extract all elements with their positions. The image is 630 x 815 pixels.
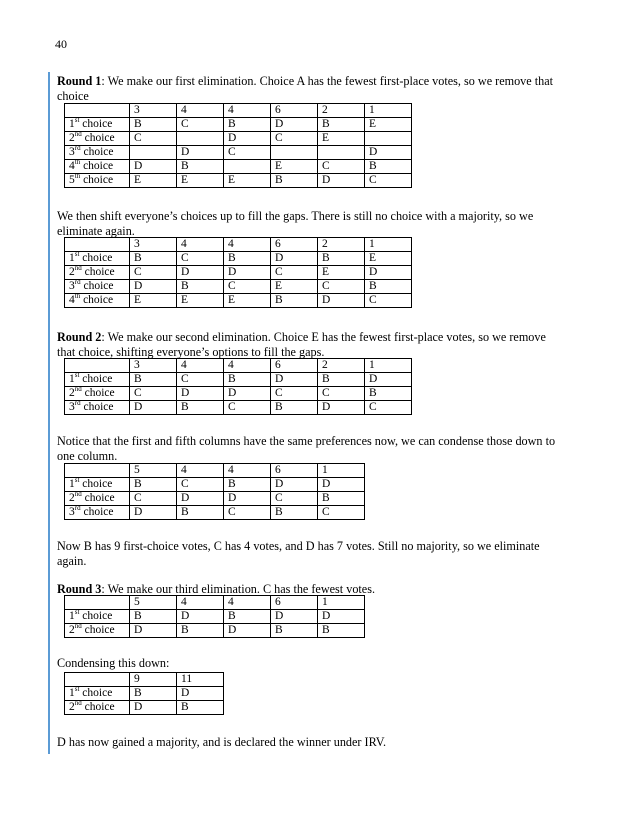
candidate-cell: D — [271, 373, 318, 387]
voter-count-cell: 4 — [177, 238, 224, 252]
candidate-cell: C — [318, 506, 365, 520]
candidate-cell: D — [177, 387, 224, 401]
rank-word: choice — [79, 252, 113, 264]
choice-rank-label — [65, 174, 130, 188]
choice-row — [65, 174, 412, 188]
rank-word: choice — [80, 160, 114, 172]
choice-row — [65, 252, 412, 266]
candidate-cell: D — [177, 687, 224, 701]
round-1-label: Round 1 — [57, 74, 102, 88]
page-number: 40 — [55, 37, 67, 51]
candidate-cell: B — [318, 492, 365, 506]
choice-row — [65, 373, 412, 387]
candidate-cell: D — [130, 280, 177, 294]
candidate-cell: D — [177, 146, 224, 160]
round-3-table — [64, 595, 365, 638]
rank-word: choice — [81, 492, 115, 504]
rank-number: 2 — [69, 701, 75, 713]
candidate-cell: B — [318, 118, 365, 132]
condensing-paragraph: Condensing this down: — [57, 656, 170, 670]
candidate-cell: B — [177, 160, 224, 174]
round-1-table — [64, 103, 412, 188]
voter-count-cell: 4 — [177, 596, 224, 610]
rank-suffix: st — [74, 685, 80, 694]
choice-row — [65, 401, 412, 415]
candidate-cell: C — [271, 387, 318, 401]
candidate-cell: E — [318, 132, 365, 146]
candidate-cell: B — [224, 373, 271, 387]
voter-count-cell: 1 — [365, 359, 412, 373]
candidate-cell: C — [318, 387, 365, 401]
candidate-cell: D — [224, 266, 271, 280]
candidate-cell: E — [224, 294, 271, 308]
candidate-cell: C — [224, 506, 271, 520]
voter-count-cell: 6 — [271, 104, 318, 118]
candidate-cell: E — [224, 174, 271, 188]
header-row — [65, 596, 365, 610]
voter-count-cell: 4 — [177, 359, 224, 373]
rank-number: 5 — [69, 174, 75, 186]
tally-paragraph: Now B has 9 first-choice votes, C has 4 votes, and D has 7 votes. Still no majority, so we eliminate again. — [57, 539, 540, 568]
candidate-cell: B — [130, 373, 177, 387]
voter-count-cell: 5 — [130, 464, 177, 478]
choice-row — [65, 280, 412, 294]
rank-number: 4 — [69, 294, 75, 306]
rank-word: choice — [80, 174, 114, 186]
voter-count-cell: 1 — [365, 238, 412, 252]
voter-count-cell: 4 — [224, 359, 271, 373]
candidate-cell: D — [130, 624, 177, 638]
candidate-cell: B — [224, 610, 271, 624]
round-1-text: : We make our first elimination. Choice A has the fewest first-place votes, so we remove that choice — [57, 74, 554, 103]
rank-number: 4 — [69, 160, 75, 172]
candidate-cell: B — [177, 624, 224, 638]
rank-number: 1 — [69, 478, 75, 490]
candidate-cell: D — [318, 401, 365, 415]
candidate-cell: D — [177, 266, 224, 280]
candidate-cell: C — [224, 280, 271, 294]
header-row — [65, 673, 224, 687]
header-row — [65, 238, 412, 252]
candidate-cell: B — [224, 118, 271, 132]
candidate-cell: C — [177, 478, 224, 492]
rank-suffix: th — [74, 158, 81, 167]
candidate-cell: D — [224, 132, 271, 146]
candidate-cell: C — [130, 132, 177, 146]
candidate-cell: B — [130, 252, 177, 266]
candidate-cell: B — [318, 252, 365, 266]
rank-suffix: rd — [74, 504, 81, 513]
rank-number: 1 — [69, 610, 75, 622]
candidate-cell: B — [271, 624, 318, 638]
rank-suffix: st — [74, 608, 80, 617]
candidate-cell: D — [271, 478, 318, 492]
candidate-cell — [130, 146, 177, 160]
header-row — [65, 104, 412, 118]
candidate-cell: D — [177, 492, 224, 506]
voter-count-cell: 1 — [318, 596, 365, 610]
candidate-cell: B — [318, 624, 365, 638]
rank-suffix: nd — [74, 264, 82, 273]
candidate-cell: E — [318, 266, 365, 280]
choice-row — [65, 478, 365, 492]
voter-count-cell: 4 — [177, 104, 224, 118]
final-table — [64, 672, 224, 715]
rank-suffix: st — [74, 476, 80, 485]
round-2-paragraph — [57, 330, 557, 360]
candidate-cell: E — [271, 160, 318, 174]
candidate-cell: D — [130, 401, 177, 415]
conclusion-paragraph: D has now gained a majority, and is declared the winner under IRV. — [57, 735, 387, 749]
voter-count-cell: 6 — [271, 596, 318, 610]
candidate-cell: B — [177, 701, 224, 715]
candidate-cell: B — [177, 401, 224, 415]
rank-suffix: th — [74, 172, 81, 181]
voter-count-cell: 4 — [224, 104, 271, 118]
rank-suffix: nd — [74, 699, 82, 708]
candidate-cell: B — [365, 160, 412, 174]
condense-paragraph: Notice that the first and fifth columns have the same preferences now, we can condense those down to one column. — [57, 434, 556, 463]
rank-word: choice — [79, 610, 113, 622]
rank-word: choice — [79, 373, 113, 385]
rank-word: choice — [79, 118, 113, 130]
candidate-cell: C — [130, 387, 177, 401]
choice-row — [65, 146, 412, 160]
rank-number: 2 — [69, 387, 75, 399]
round-2-text: : We make our second elimination. Choice E has the fewest first-place votes, so we remove that choice, shifting everyone’s options to fill the gaps. — [57, 330, 546, 359]
candidate-cell: B — [271, 506, 318, 520]
round-3-label: Round 3 — [57, 582, 102, 596]
candidate-cell: D — [130, 701, 177, 715]
rank-word: choice — [81, 624, 115, 636]
candidate-cell: E — [177, 294, 224, 308]
round-2-table — [64, 358, 412, 415]
candidate-cell — [271, 146, 318, 160]
choice-rank-label — [65, 624, 130, 638]
rank-suffix: nd — [74, 622, 82, 631]
rank-number: 1 — [69, 118, 75, 130]
candidate-cell: D — [224, 387, 271, 401]
candidate-cell: E — [365, 252, 412, 266]
choice-rank-label — [65, 701, 130, 715]
voter-count-cell: 4 — [224, 464, 271, 478]
choice-row — [65, 492, 365, 506]
choice-row — [65, 387, 412, 401]
candidate-cell — [177, 132, 224, 146]
candidate-cell: E — [130, 174, 177, 188]
candidate-cell: B — [130, 687, 177, 701]
candidate-cell: C — [318, 160, 365, 174]
voter-count-cell: 4 — [224, 596, 271, 610]
voter-count-cell: 4 — [224, 238, 271, 252]
choice-row — [65, 624, 365, 638]
rank-word: choice — [80, 146, 114, 158]
voter-count-cell: 5 — [130, 596, 177, 610]
rank-suffix: rd — [74, 278, 81, 287]
choice-row — [65, 610, 365, 624]
candidate-cell: C — [271, 492, 318, 506]
rank-number: 3 — [69, 506, 75, 518]
voter-count-cell: 2 — [318, 359, 365, 373]
choice-row — [65, 294, 412, 308]
candidate-cell: D — [177, 610, 224, 624]
rank-number: 2 — [69, 132, 75, 144]
choice-rank-label — [65, 401, 130, 415]
candidate-cell: D — [318, 478, 365, 492]
candidate-cell: C — [177, 118, 224, 132]
voter-count-cell: 3 — [130, 359, 177, 373]
candidate-cell: D — [271, 610, 318, 624]
choice-rank-label — [65, 294, 130, 308]
rank-word: choice — [81, 701, 115, 713]
rank-number: 2 — [69, 266, 75, 278]
round-1-paragraph — [57, 74, 557, 104]
choice-row — [65, 701, 224, 715]
rank-word: choice — [79, 687, 113, 699]
candidate-cell: B — [224, 478, 271, 492]
voter-count-cell: 3 — [130, 104, 177, 118]
rank-suffix: st — [74, 250, 80, 259]
candidate-cell: D — [318, 610, 365, 624]
choice-row — [65, 687, 224, 701]
candidate-cell: C — [130, 492, 177, 506]
rank-suffix: nd — [74, 490, 82, 499]
rank-word: choice — [81, 132, 115, 144]
candidate-cell: D — [318, 174, 365, 188]
choice-row — [65, 266, 412, 280]
shifted-table — [64, 237, 412, 308]
rank-number: 1 — [69, 373, 75, 385]
candidate-cell: B — [130, 610, 177, 624]
voter-count-cell: 9 — [130, 673, 177, 687]
rank-suffix: th — [74, 292, 81, 301]
candidate-cell: C — [271, 132, 318, 146]
candidate-cell: B — [224, 252, 271, 266]
voter-count-cell: 1 — [365, 104, 412, 118]
candidate-cell — [318, 146, 365, 160]
candidate-cell: B — [177, 280, 224, 294]
candidate-cell: D — [130, 506, 177, 520]
condensed-table — [64, 463, 365, 520]
candidate-cell: B — [365, 280, 412, 294]
voter-count-cell: 6 — [271, 464, 318, 478]
candidate-cell: B — [271, 294, 318, 308]
rank-number: 2 — [69, 492, 75, 504]
rank-suffix: st — [74, 371, 80, 380]
rank-suffix: nd — [74, 130, 82, 139]
rank-number: 2 — [69, 624, 75, 636]
candidate-cell: E — [130, 294, 177, 308]
header-row — [65, 359, 412, 373]
candidate-cell: D — [271, 252, 318, 266]
candidate-cell: D — [130, 160, 177, 174]
candidate-cell: D — [365, 266, 412, 280]
candidate-cell: C — [130, 266, 177, 280]
rank-word: choice — [80, 294, 114, 306]
candidate-cell — [224, 160, 271, 174]
rank-word: choice — [81, 387, 115, 399]
candidate-cell: D — [318, 294, 365, 308]
candidate-cell: D — [224, 492, 271, 506]
candidate-cell: C — [224, 146, 271, 160]
candidate-cell: D — [271, 118, 318, 132]
candidate-cell: C — [177, 252, 224, 266]
candidate-cell: D — [365, 373, 412, 387]
rank-word: choice — [81, 266, 115, 278]
candidate-cell: B — [177, 506, 224, 520]
candidate-cell: C — [365, 294, 412, 308]
rank-number: 3 — [69, 146, 75, 158]
rank-number: 3 — [69, 401, 75, 413]
candidate-cell: E — [365, 118, 412, 132]
voter-count-cell: 6 — [271, 238, 318, 252]
rank-number: 1 — [69, 687, 75, 699]
shift-paragraph: We then shift everyone’s choices up to fill the gaps. There is still no choice with a majority, so we eliminate again. — [57, 209, 534, 238]
candidate-cell: E — [271, 280, 318, 294]
candidate-cell: B — [130, 478, 177, 492]
candidate-cell: B — [130, 118, 177, 132]
rank-number: 3 — [69, 280, 75, 292]
rank-word: choice — [80, 280, 114, 292]
rank-suffix: rd — [74, 144, 81, 153]
candidate-cell: C — [365, 401, 412, 415]
voter-count-cell: 3 — [130, 238, 177, 252]
choice-row — [65, 118, 412, 132]
choice-row — [65, 132, 412, 146]
rank-word: choice — [80, 401, 114, 413]
rank-suffix: nd — [74, 385, 82, 394]
candidate-cell: C — [271, 266, 318, 280]
voter-count-cell: 2 — [318, 104, 365, 118]
change-bar — [48, 72, 50, 754]
candidate-cell: D — [365, 146, 412, 160]
round-2-label: Round 2 — [57, 330, 102, 344]
candidate-cell: B — [271, 401, 318, 415]
candidate-cell: C — [365, 174, 412, 188]
candidate-cell: B — [318, 373, 365, 387]
candidate-cell: D — [224, 624, 271, 638]
rank-suffix: rd — [74, 399, 81, 408]
voter-count-cell: 6 — [271, 359, 318, 373]
header-row — [65, 464, 365, 478]
voter-count-cell: 4 — [177, 464, 224, 478]
candidate-cell: C — [318, 280, 365, 294]
rank-suffix: st — [74, 116, 80, 125]
voter-count-cell: 2 — [318, 238, 365, 252]
candidate-cell: B — [365, 387, 412, 401]
voter-count-cell: 1 — [318, 464, 365, 478]
candidate-cell: C — [177, 373, 224, 387]
rank-number: 1 — [69, 252, 75, 264]
rank-word: choice — [79, 478, 113, 490]
voter-count-cell: 11 — [177, 673, 224, 687]
choice-row — [65, 506, 365, 520]
candidate-cell — [365, 132, 412, 146]
candidate-cell: B — [271, 174, 318, 188]
rank-word: choice — [80, 506, 114, 518]
choice-rank-label — [65, 506, 130, 520]
round-3-text: : We make our third elimination. C has the fewest votes. — [101, 582, 376, 596]
candidate-cell: E — [177, 174, 224, 188]
candidate-cell: C — [224, 401, 271, 415]
choice-row — [65, 160, 412, 174]
